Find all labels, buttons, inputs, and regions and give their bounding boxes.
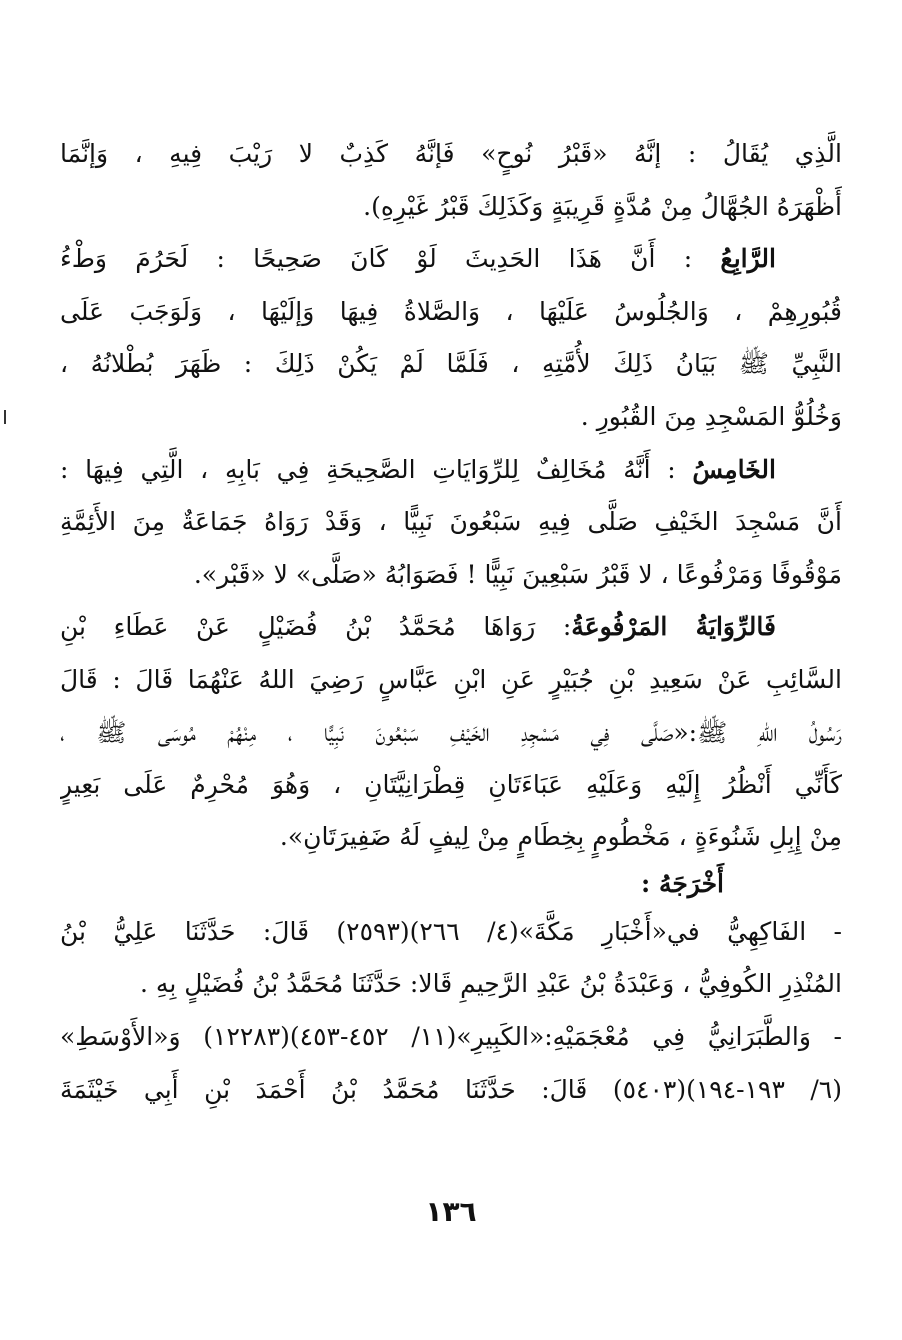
text-line: أَنَّ مَسْجِدَ الخَيْفِ صَلَّى فِيهِ سَبْعُونَ نَبِيًّا ، وَقَدْ رَوَاهُ جَمَاعَةٌ مِنَ الأَئِمَّةِ — [60, 507, 842, 537]
text-line: السَّائِبِ عَنْ سَعِيدِ بْنِ جُبَيْرٍ عَنِ ابْنِ عَبَّاسٍ رَضِيَ اللهُ عَنْهُمَا قَالَ : قَالَ — [60, 664, 842, 694]
text-line: الَّذِي يُقَالُ : إنَّهُ «قَبْرُ نُوحٍ» فَإنَّهُ كَذِبٌ لا رَيْبَ فِيهِ ، وَإنَّمَا — [60, 139, 842, 168]
text-line: (٦/ ١٩٣-١٩٤)(٥٤٠٣) قَالَ: حَدَّثَنَا مُحَمَّدُ بْنُ أَحْمَدَ بْنِ أَبِي خَيْثَمَةَ — [60, 1074, 842, 1104]
section-heading: أَخْرَجَهُ : — [641, 868, 724, 898]
text-line: أَظْهَرَهُ الجُهَّالُ مِنْ مُدَّةٍ قَرِيبَةٍ وَكَذَلِكَ قَبْرُ غَيْرِهِ). — [363, 191, 842, 221]
text-line — [60, 444, 842, 497]
body-text — [60, 128, 842, 1116]
text-line: قُبُورِهِمْ ، وَالجُلُوسُ عَلَيْهَا ، وَالصَّلاةُ فِيهَا وَإلَيْهَا ، وَلَوَجَبَ عَلَى — [60, 296, 842, 326]
section-lead: الرَّابِعُ — [720, 244, 776, 274]
text-line: المُنْذِرِ الكُوفِيُّ ، وَعَبْدَةُ بْنُ عَبْدِ الرَّحِيمِ قَالا: حَدَّثَنَا مُحَمَّدُ بْنُ فُضَيْلٍ بِهِ . — [140, 969, 842, 999]
text-line: كَأَنِّي أَنْظُرُ إِلَيْهِ وَعَلَيْهِ عَبَاءَتَانِ قِطْرَانِيَّتَانِ ، وَهُوَ مُحْرِمٌ عَلَى بَعِيرٍ — [60, 770, 842, 800]
text-line: مِنْ إِبِلِ شَنُوءَةٍ ، مَخْطُومٍ بِخِطَامٍ مِنْ لِيفٍ لَهُ ضَفِيرَتَانِ». — [279, 821, 842, 851]
text-span: : أَنَّهُ مُخَالِفٌ لِلرِّوَايَاتِ الصَّحِيحَةِ فِي بَابِهِ ، الَّتِي فِيهَا : — [60, 454, 693, 484]
section-lead: فَالرِّوَايَةُ المَرْفُوعَةُ — [571, 612, 776, 642]
section-lead: الخَامِسُ — [692, 454, 776, 484]
text-line: رَسُولُ اللهِ ﷺ:«صَلَّى فِي مَسْجِدِ الخَيْفِ سَبْعُونَ نَبِيًّا ، مِنْهُمْ مُوسَى ﷺ ، — [60, 717, 842, 747]
text-span: : رَوَاهَا مُحَمَّدُ بْنُ فُضَيْلٍ عَنْ عَطَاءِ بْنِ — [60, 612, 572, 642]
text-line: مَوْقُوفًا وَمَرْفُوعًا ، لا قَبْرُ سَبْعِينَ نَبِيًّا ! فَصَوَابُهُ «صَلَّى» لا «قَبْر». — [193, 559, 842, 589]
text-line — [60, 233, 842, 286]
text-span: : أَنَّ هَذَا الحَدِيثَ لَوْ كَانَ صَحِيحًا : لَحَرُمَ وَطْءُ — [60, 244, 721, 274]
text-line: - وَالطَّبَرَانِيُّ فِي مُعْجَمَيْهِ:«الكَبِيرِ»(١١/ ٤٥٢-٤٥٣)(١٢٢٨٣) وَ«الأَوْسَطِ» — [60, 1021, 842, 1051]
text-line: - الفَاكِهِيُّ في«أَخْبَارِ مَكَّةَ»(٤/ ٢٦٦)(٢٥٩٣) قَالَ: حَدَّثَنَا عَلِيُّ بْنُ — [60, 916, 842, 946]
text-line: النَّبِيِّ ﷺ بَيَانُ ذَلِكَ لأُمَّتِهِ ، فَلَمَّا لَمْ يَكُنْ ذَلِكَ : ظَهَرَ بُطْلانُهُ ، — [60, 349, 842, 379]
text-line — [60, 601, 842, 654]
edge-mark — [4, 410, 6, 424]
page-number: ١٣٦ — [425, 1195, 477, 1228]
text-line: وَخُلُوُّ المَسْجِدِ مِنَ القُبُورِ . — [580, 401, 842, 431]
